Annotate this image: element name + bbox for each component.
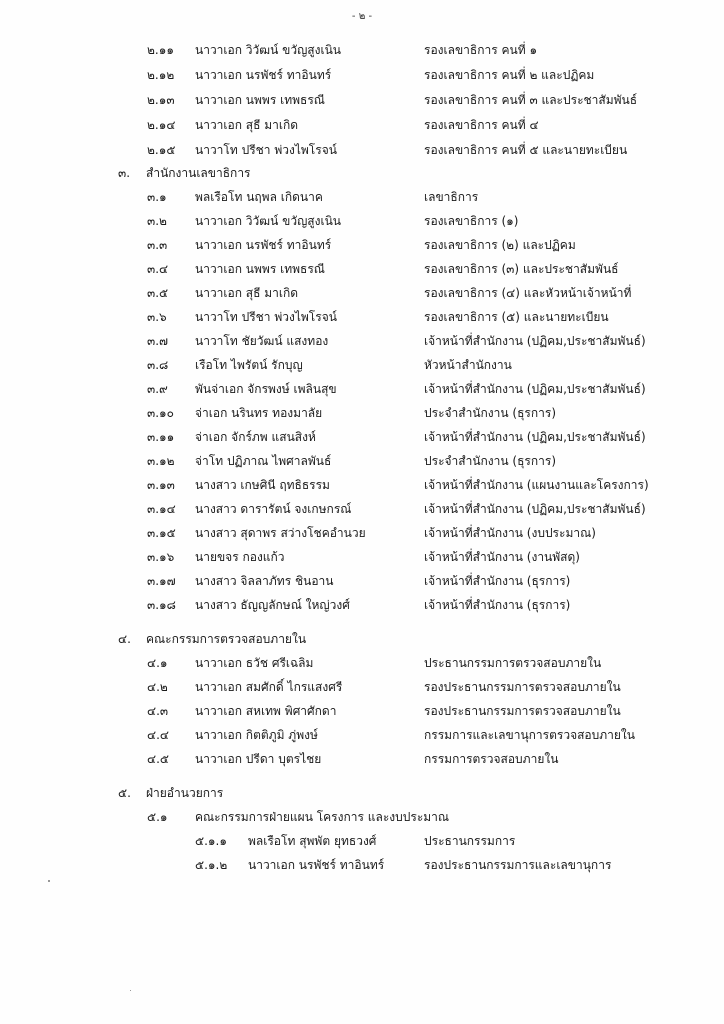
person-role: รองเลขาธิการ (๒) และปฏิคม: [424, 238, 576, 252]
scan-speck: [48, 880, 50, 882]
person-name: นางสาว ดารารัตน์ จงเกษกรณ์: [195, 502, 352, 516]
person-name: เรือโท ไพรัตน์ รักบุญ: [195, 358, 303, 372]
item-number: ๓.๑: [147, 190, 167, 204]
section-number: ๕.: [118, 786, 131, 800]
person-name: นายขจร กองแก้ว: [195, 550, 285, 564]
person-name: นาวาเอก สมศักดิ์ ไกรแสงศรี: [195, 680, 343, 694]
person-role: ประธานกรรมการตรวจสอบภายใน: [424, 656, 602, 670]
section-number: ๔.: [118, 632, 131, 646]
person-role: เจ้าหน้าที่สำนักงาน (ธุรการ): [424, 598, 571, 612]
person-name: จ่าเอก จักร์ภพ แสนสิงห์: [195, 430, 316, 444]
person-role: เลขาธิการ: [424, 190, 479, 204]
person-name: จ่าเอก นรินทร ทองมาลัย: [195, 406, 323, 420]
person-role: เจ้าหน้าที่สำนักงาน (งานพัสดุ): [424, 550, 580, 564]
person-name: นาวาเอก วิวัฒน์ ขวัญสูงเนิน: [195, 43, 341, 57]
item-number: ๓.๖: [147, 310, 167, 324]
person-role: เจ้าหน้าที่สำนักงาน (ปฏิคม,ประชาสัมพันธ์): [424, 430, 646, 444]
item-number: ๕.๑.๑: [195, 834, 227, 848]
person-role: เจ้าหน้าที่สำนักงาน (ปฏิคม,ประชาสัมพันธ์): [424, 502, 646, 516]
person-role: รองเลขาธิการ (๓) และประชาสัมพันธ์: [424, 262, 619, 276]
person-role: ประธานกรรมการ: [424, 834, 516, 848]
person-role: เจ้าหน้าที่สำนักงาน (ปฏิคม,ประชาสัมพันธ์): [424, 382, 646, 396]
person-name: นาวาเอก นพพร เทพธรณี: [195, 262, 325, 276]
item-number: ๓.๑๖: [147, 550, 175, 564]
item-number: ๓.๗: [147, 334, 169, 348]
person-role: รองเลขาธิการ คนที่ ๑: [424, 43, 538, 57]
item-number: ๓.๘: [147, 358, 169, 372]
item-number: ๓.๑๑: [147, 430, 175, 444]
item-number: ๒.๑๑: [147, 43, 174, 57]
item-number: ๒.๑๔: [147, 118, 176, 132]
section-title: สำนักงานเลขาธิการ: [146, 166, 251, 180]
scan-speck: [130, 990, 131, 991]
person-name: นาวาเอก นพพร เทพธรณี: [195, 93, 325, 107]
person-name: พลเรือโท สุพพัต ยุทธวงศ์: [248, 834, 377, 848]
person-name: นางสาว สุดาพร สว่างโชคอำนวย: [195, 526, 366, 540]
item-number: ๓.๑๓: [147, 478, 175, 492]
person-name: นาวาโท ปรีชา พ่วงไพโรจน์: [195, 143, 337, 157]
person-role: รองเลขาธิการ คนที่ ๔: [424, 118, 539, 132]
person-name: นาวาเอก นรพัชร์ ทาอินทร์: [195, 68, 332, 82]
person-role: เจ้าหน้าที่สำนักงาน (งบประมาณ): [424, 526, 596, 540]
item-number: ๕.๑.๒: [195, 858, 228, 872]
person-name: พันจ่าเอก จักรพงษ์ เพลินสุข: [195, 382, 337, 396]
item-number: ๓.๑๒: [147, 454, 175, 468]
item-number: ๓.๙: [147, 382, 168, 396]
person-role: กรรมการและเลขานุการตรวจสอบภายใน: [424, 728, 635, 742]
person-name: นางสาว เกษศินี ฤทธิธรรม: [195, 478, 330, 492]
item-number: ๓.๑๕: [147, 526, 176, 540]
person-role: รองประธานกรรมการและเลขานุการ: [424, 858, 612, 872]
person-role: รองประธานกรรมการตรวจสอบภายใน: [424, 680, 621, 694]
item-number: ๒.๑๕: [147, 143, 176, 157]
item-number: ๓.๒: [147, 214, 167, 228]
item-number: ๔.๓: [147, 704, 169, 718]
person-role: รองประธานกรรมการตรวจสอบภายใน: [424, 704, 621, 718]
person-role: เจ้าหน้าที่สำนักงาน (แผนงานและโครงการ): [424, 478, 649, 492]
item-number: ๔.๔: [147, 728, 169, 742]
person-name: นาวาเอก ปรีดา บุตรไชย: [195, 752, 322, 766]
person-name: นาวาเอก วิวัฒน์ ขวัญสูงเนิน: [195, 214, 341, 228]
person-role: ประจำสำนักงาน (ธุรการ): [424, 406, 557, 420]
item-number: ๓.๕: [147, 286, 169, 300]
person-role: หัวหน้าสำนักงาน: [424, 358, 512, 372]
person-name: นาวาเอก กิตติภูมิ ภู่พงษ์: [195, 728, 318, 742]
person-name: นาวาเอก นรพัชร์ ทาอินทร์: [195, 238, 332, 252]
person-name: นางสาว ธัญญลักษณ์ ใหญ่วงศ์: [195, 598, 350, 612]
item-number: ๔.๒: [147, 680, 168, 694]
item-number: ๔.๕: [147, 752, 169, 766]
subsection-number: ๕.๑: [147, 810, 168, 824]
item-number: ๓.๔: [147, 262, 169, 276]
item-number: ๓.๑๔: [147, 502, 176, 516]
item-number: ๓.๑๗: [147, 574, 176, 588]
person-role: รองเลขาธิการ (๑): [424, 214, 519, 228]
person-name: นาวาโท ปรีชา พ่วงไพโรจน์: [195, 310, 337, 324]
section-title: คณะกรรมการตรวจสอบภายใน: [146, 632, 307, 646]
item-number: ๓.๑๐: [147, 406, 174, 420]
item-number: ๓.๑๘: [147, 598, 176, 612]
person-role: รองเลขาธิการ (๔) และหัวหน้าเจ้าหน้าที่: [424, 286, 632, 300]
person-role: เจ้าหน้าที่สำนักงาน (ปฏิคม,ประชาสัมพันธ์): [424, 334, 646, 348]
person-role: ประจำสำนักงาน (ธุรการ): [424, 454, 557, 468]
person-role: รองเลขาธิการ คนที่ ๕ และนายทะเบียน: [424, 143, 628, 157]
person-name: นาวาเอก สหเทพ พิศาศักดา: [195, 704, 337, 718]
item-number: ๓.๓: [147, 238, 168, 252]
person-role: กรรมการตรวจสอบภายใน: [424, 752, 559, 766]
section-number: ๓.: [118, 166, 131, 180]
item-number: ๒.๑๓: [147, 93, 175, 107]
person-name: นาวาเอก สุธี มาเกิด: [195, 118, 299, 132]
person-name: พลเรือโท นฤพล เกิดนาค: [195, 190, 323, 204]
subsection-title: คณะกรรมการฝ่ายแผน โครงการ และงบประมาณ: [195, 810, 450, 824]
person-name: นาวาเอก ธวัช ศรีเฉลิม: [195, 656, 314, 670]
person-name: จ่าโท ปฏิภาณ ไพศาลพันธ์: [195, 454, 332, 468]
section-title: ฝ่ายอำนวยการ: [146, 786, 224, 800]
person-name: นาวาโท ชัยวัฒน์ แสงทอง: [195, 334, 329, 348]
person-role: รองเลขาธิการ คนที่ ๒ และปฏิคม: [424, 68, 595, 82]
item-number: ๒.๑๒: [147, 68, 175, 82]
person-role: เจ้าหน้าที่สำนักงาน (ธุรการ): [424, 574, 571, 588]
person-role: รองเลขาธิการ คนที่ ๓ และประชาสัมพันธ์: [424, 93, 638, 107]
person-name: นาวาเอก นรพัชร์ ทาอินทร์: [248, 858, 385, 872]
person-role: รองเลขาธิการ (๕) และนายทะเบียน: [424, 310, 609, 324]
page-number: - ๒ -: [351, 11, 373, 22]
person-name: นางสาว จิลลาภัทร ชินอาน: [195, 574, 334, 588]
person-name: นาวาเอก สุธี มาเกิด: [195, 286, 299, 300]
item-number: ๔.๑: [147, 656, 168, 670]
